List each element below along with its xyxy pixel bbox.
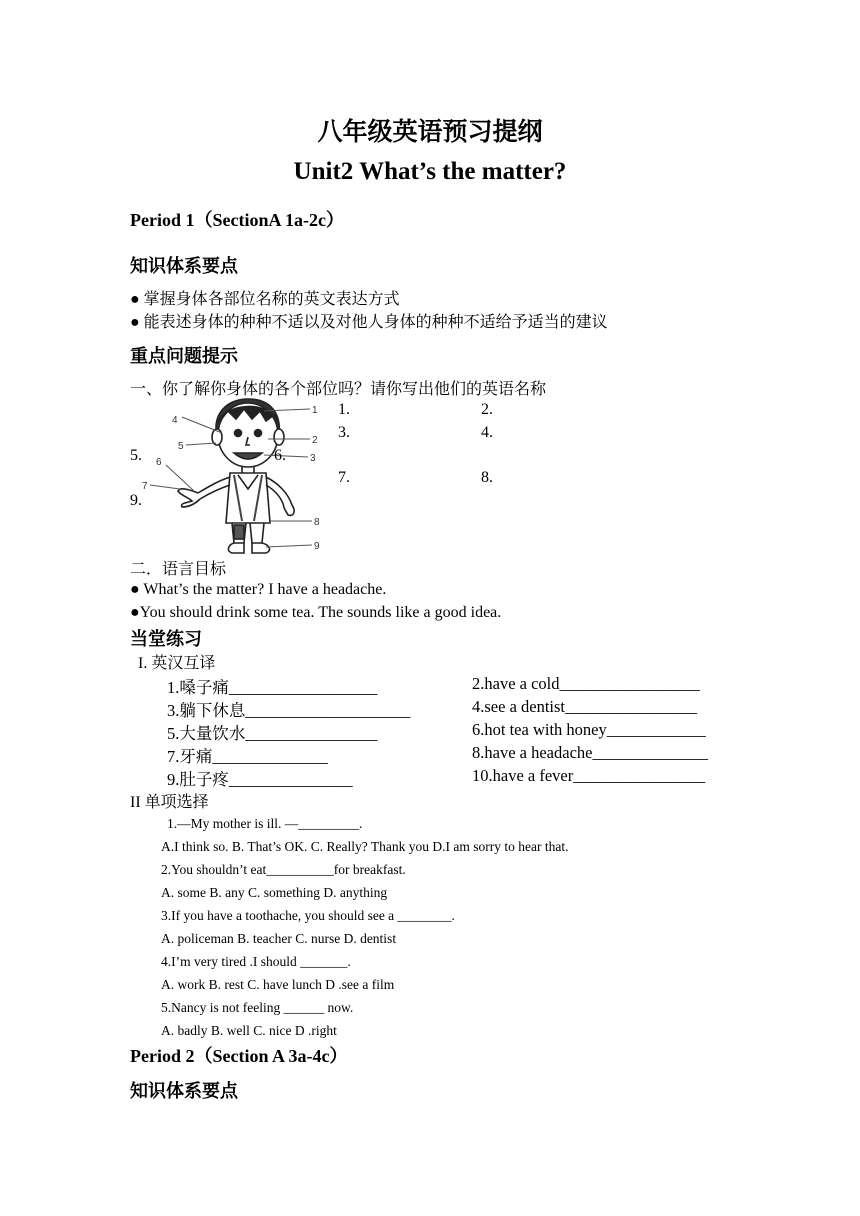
mc-options-3: A. policeman B. teacher C. nurse D. dentist [161, 931, 397, 946]
mc-question-5: 5.Nancy is not feeling ______ now. [161, 1000, 354, 1015]
mc-options-2: A. some B. any C. something D. anything [161, 885, 388, 900]
translate-item-6: 6.hot tea with honey____________ [472, 720, 706, 739]
period2-title: Period 2（Section A 3a-4c） [130, 1046, 348, 1066]
translate-item-2: 2.have a cold_________________ [472, 674, 700, 693]
answer-num-5: 5. [130, 447, 142, 464]
mc-options-1: A.I think so. B. That’s OK. C. Really? Thank you D.I am sorry to hear that. [161, 839, 569, 854]
figure-label-3: 3 [310, 453, 316, 464]
figure-label-4: 4 [172, 415, 178, 426]
language-goal-heading: 二．语言目标 [130, 561, 227, 578]
mc-question-1: 1.—My mother is ill. —_________. [167, 816, 363, 831]
figure-label-7: 7 [142, 481, 148, 492]
unit-title: Unit2 What’s the matter? [293, 158, 567, 185]
bullet-1: ● 掌握身体各部位名称的英文表达方式 [130, 291, 400, 308]
translate-item-7: 7.牙痛______________ [167, 747, 328, 766]
figure-label-2: 2 [312, 435, 318, 446]
section-choice-title: II 单项选择 [130, 794, 209, 811]
figure-label-9: 9 [314, 541, 320, 552]
mc-options-5: A. badly B. well C. nice D .right [161, 1023, 337, 1038]
answer-num-1: 1. [338, 401, 350, 418]
translate-item-5: 5.大量饮水________________ [167, 724, 378, 743]
translate-item-3: 3.躺下休息____________________ [167, 701, 411, 720]
answer-num-6: 6. [274, 447, 286, 464]
language-goal-1: ● What’s the matter? I have a headache. [130, 581, 387, 598]
figure-label-5: 5 [178, 441, 184, 452]
figure-label-8: 8 [314, 517, 320, 528]
mc-question-4: 4.I’m very tired .I should _______. [161, 954, 351, 969]
answer-num-9: 9. [130, 492, 142, 509]
mc-question-3: 3.If you have a toothache, you should see a ________. [161, 908, 455, 923]
translate-item-9: 9.肚子疼_______________ [167, 770, 353, 789]
figure-label-1: 1 [312, 405, 318, 416]
translate-item-1: 1.嗓子痛__________________ [167, 678, 378, 697]
mc-options-4: A. work B. rest C. have lunch D .see a film [161, 977, 395, 992]
period2-knowledge-heading: 知识体系要点 [130, 1081, 238, 1102]
practice-heading: 当堂练习 [130, 629, 202, 650]
answer-num-3: 3. [338, 424, 350, 441]
mc-question-2: 2.You shouldn’t eat__________for breakfast. [161, 862, 406, 877]
period1-knowledge-heading: 知识体系要点 [130, 256, 238, 277]
language-goal-2: ●You should drink some tea. The sounds like a good idea. [130, 604, 502, 621]
question-1-prompt: 一、你了解你身体的各个部位吗？请你写出他们的英语名称 [130, 381, 547, 398]
document-title: 八年级英语预习提纲 [317, 117, 543, 146]
figure-label-6: 6 [156, 457, 162, 468]
bullet-2: ● 能表述身体的种种不适以及对他人身体的种种不适给予适当的建议 [130, 314, 608, 331]
section-translation-title: I. 英汉互译 [138, 655, 216, 672]
period1-title: Period 1（SectionA 1a-2c） [130, 210, 344, 230]
translate-item-8: 8.have a headache______________ [472, 743, 708, 762]
answer-num-2: 2. [481, 401, 493, 418]
body-parts-figure [138, 393, 338, 559]
translate-item-10: 10.have a fever________________ [472, 766, 706, 785]
answer-num-7: 7. [338, 469, 350, 486]
answer-num-4: 4. [481, 424, 493, 441]
key-points-heading: 重点问题提示 [130, 346, 238, 367]
translate-item-4: 4.see a dentist________________ [472, 697, 698, 716]
answer-num-8: 8. [481, 469, 493, 486]
